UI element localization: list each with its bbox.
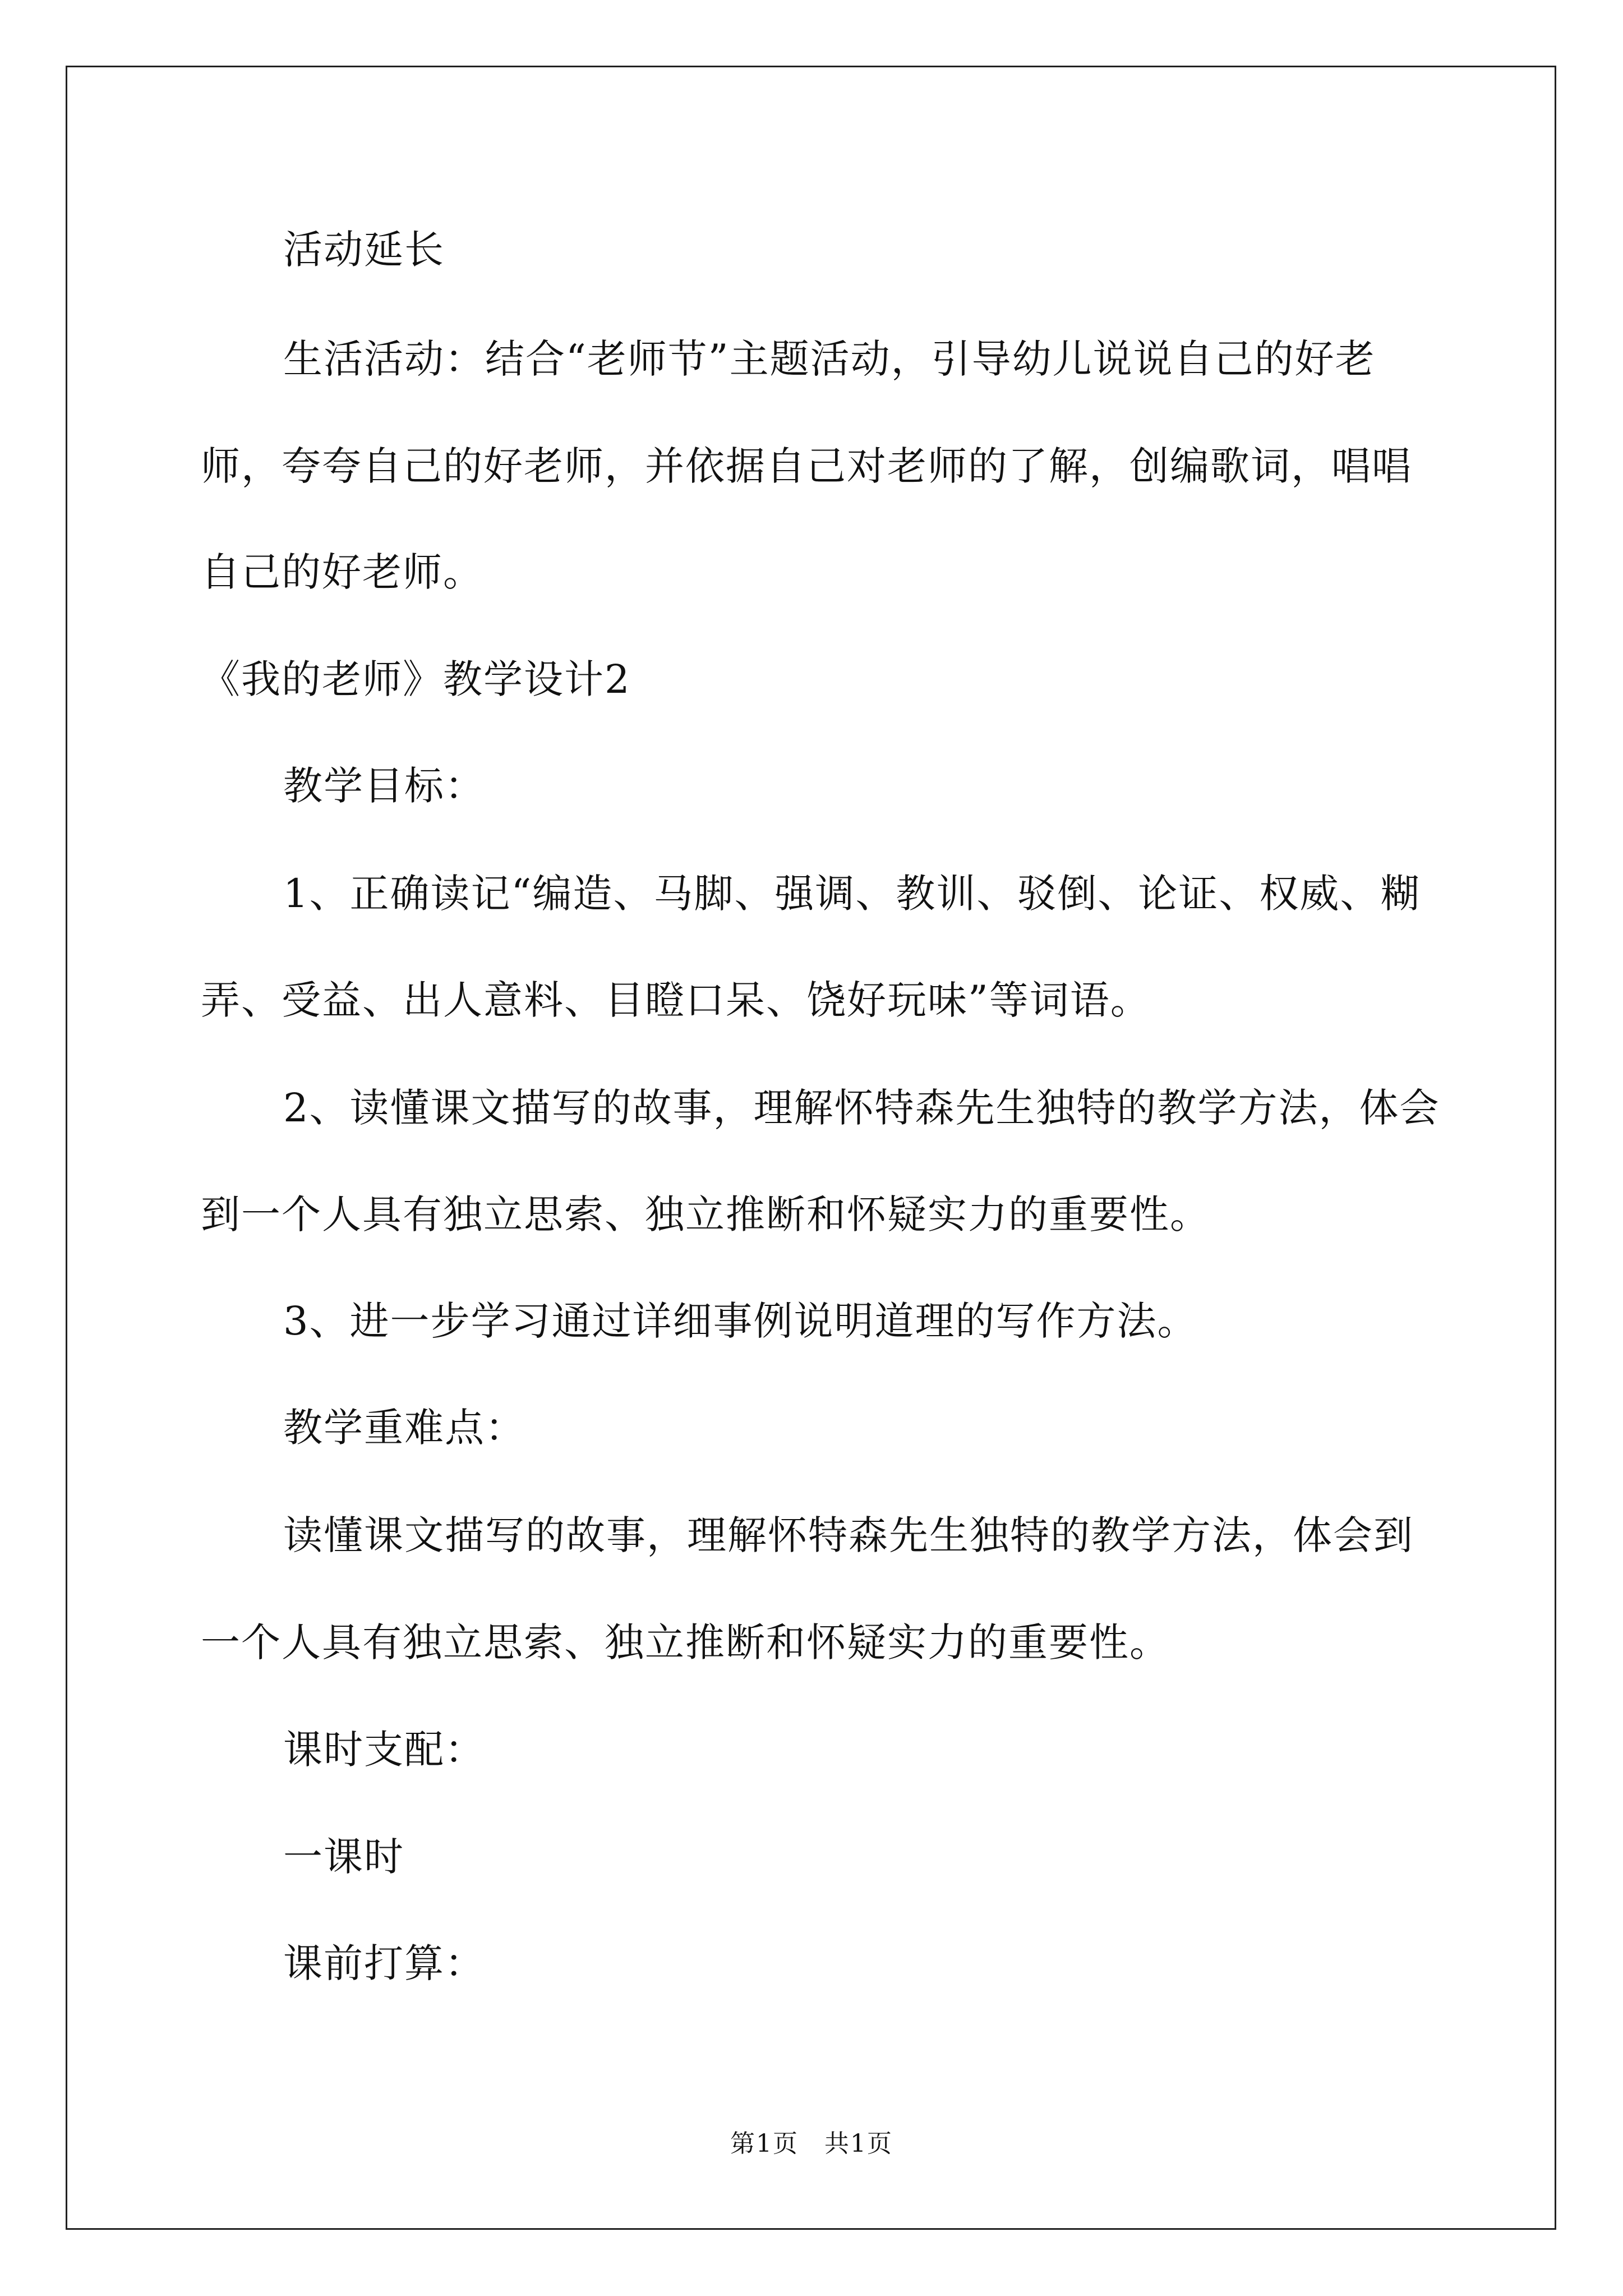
text-line-6: 教学目标： [283,763,485,809]
text-line-14: 一个人具有独立思索、独立推断和怀疑实力的重要性。 [201,1619,1170,1665]
text-line-2: 生活活动：结合“老师节”主题活动，引导幼儿说说自己的好老 [283,336,1376,382]
page-border [66,66,1556,2230]
text-line-15: 课时支配： [283,1727,485,1773]
text-line-4: 自己的好老师。 [201,549,483,595]
text-line-8: 弄、受益、出人意料、目瞪口呆、饶好玩味”等词语。 [201,977,1151,1023]
text-line-16: 一课时 [283,1834,404,1880]
text-line-7: 1、正确读记“编造、马脚、强调、教训、驳倒、论证、权威、糊 [283,871,1421,917]
text-line-3: 师，夸夸自己的好老师，并依据自己对老师的了解，创编歌词，唱唱 [201,443,1412,489]
text-line-12: 教学重难点： [283,1405,525,1451]
text-line-17: 课前打算： [283,1940,485,1986]
text-line-9: 2、读懂课文描写的故事，理解怀特森先生独特的教学方法，体会 [283,1085,1440,1131]
section-heading: 《我的老师》教学设计2 [201,656,631,702]
text-line-1: 活动延长 [283,227,445,273]
text-line-13: 读懂课文描写的故事，理解怀特森先生独特的教学方法，体会到 [283,1512,1414,1558]
page-footer: 第1页 共1页 [730,2129,893,2158]
text-line-11: 3、进一步学习通过详细事例说明道理的写作方法。 [283,1298,1198,1344]
text-line-10: 到一个人具有独立思索、独立推断和怀疑实力的重要性。 [201,1191,1210,1237]
